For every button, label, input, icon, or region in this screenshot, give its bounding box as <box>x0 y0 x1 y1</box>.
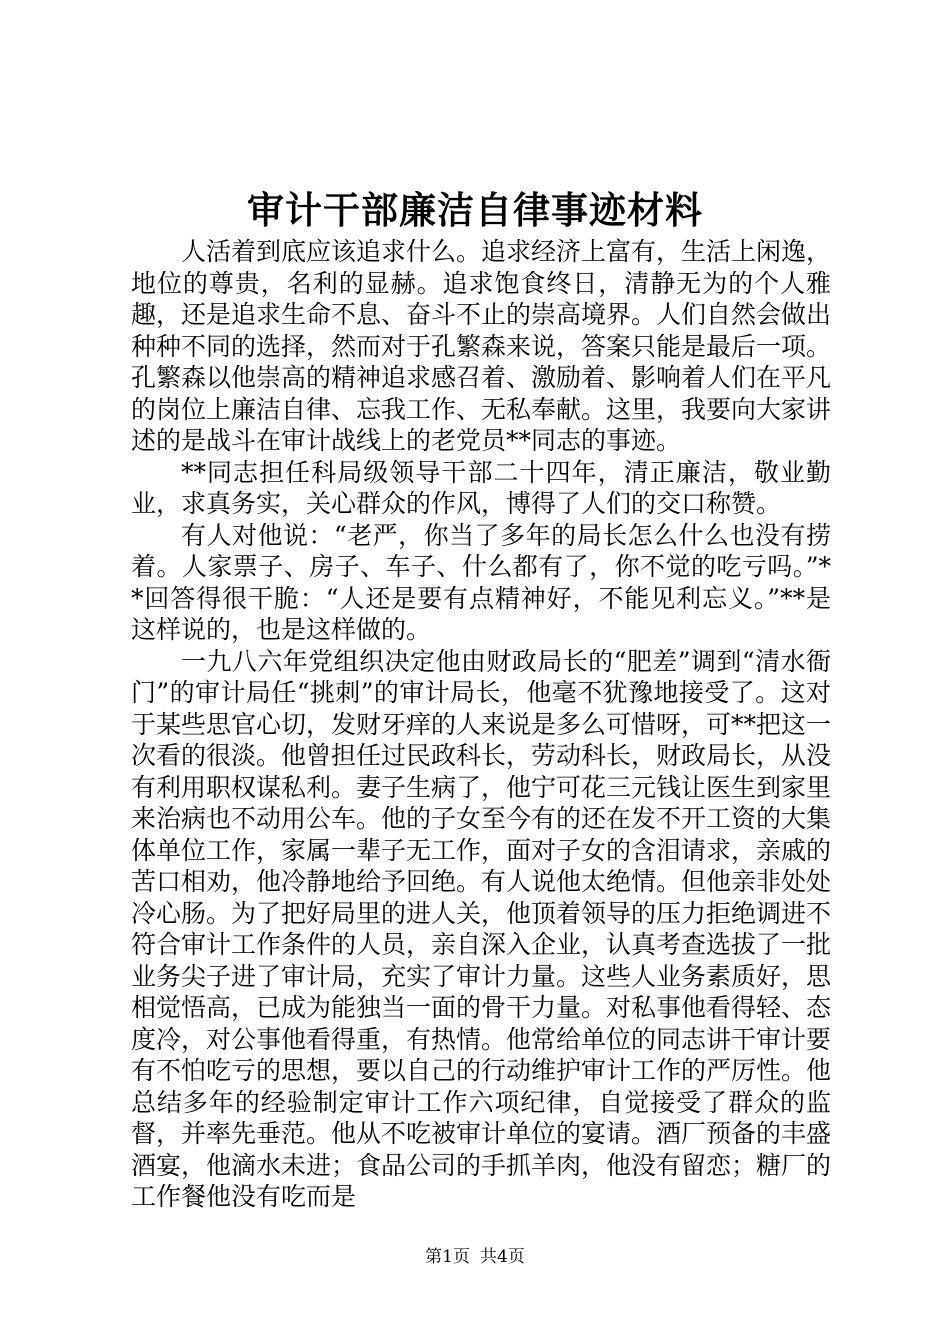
page-total: 共4页 <box>480 1247 525 1267</box>
page-footer <box>0 1245 950 1269</box>
document-title: 审计干部廉洁自律事迹材料 <box>247 188 703 232</box>
document-body <box>131 236 831 1213</box>
paragraph-3: 有人对他说：“老严，你当了多年的局长怎么什么也没有捞着。人家票子、房子、车子、什么都有了，你不觉的吃亏吗。”**回答得很干脆：“人还是要有点精神好，不能见利忘义。”**是这样说的，也是这样做的。 <box>131 520 831 644</box>
paragraph-4: 一九八六年党组织决定他由财政局长的“肥差”调到“清水衙门”的审计局任“挑刺”的审计局长，他毫不犹豫地接受了。这对于某些思官心切，发财牙痒的人来说是多么可惜呀，可**把这一次看的很淡。他曾担任过民政科长，劳动科长，财政局长，从没有利用职权谋私利。妻子生病了，他宁可花三元钱让医生到家里来治病也不动用公车。他的子女至今有的还在发不开工资的大集体单位工作，家属一辈子无工作，面对子女的含泪请求，亲戚的苦口相劝，他冷静地给予回绝。有人说他太绝情。但他亲非处处冷心肠。为了把好局里的进人关，他顶着领导的压力拒绝调进不符合审计工作条件的人员，亲自深入企业，认真考查选拔了一批业务尖子进了审计局，充实了审计力量。这些人业务素质好，思相觉悟高，已成为能独当一面的骨干力量。对私事他看得轻、态度冷，对公事他看得重，有热情。他常给单位的同志讲干审计要有不怕吃亏的思想，要以自己的行动维护审计工作的严厉性。他总结多年的经验制定审计工作六项纪律，自觉接受了群众的监督，并率先垂范。他从不吃被审计单位的宴请。酒厂预备的丰盛酒宴，他滴水未进；食品公司的手抓羊肉，他没有留恋；糖厂的工作餐他没有吃而是 <box>131 646 832 1211</box>
paragraph-2: **同志担任科局级领导干部二十四年，清正廉洁，敬业勤业，求真务实，关心群众的作风，博得了人们的交口称赞。 <box>131 457 831 518</box>
paragraph-1: 人活着到底应该追求什么。追求经济上富有，生活上闲逸，地位的尊贵，名利的显赫。追求饱食终日，清静无为的个人雅趣，还是追求生命不息、奋斗不止的崇高境界。人们自然会做出种种不同的选择，然而对于孔繁森来说，答案只能是最后一项。孔繁森以他崇高的精神追求感召着、激励着、影响着人们在平凡的岗位上廉洁自律、忘我工作、无私奉献。这里，我要向大家讲述的是战斗在审计战线上的老党员**同志的事迹。 <box>131 237 832 455</box>
page-number: 第1页 <box>425 1247 470 1267</box>
